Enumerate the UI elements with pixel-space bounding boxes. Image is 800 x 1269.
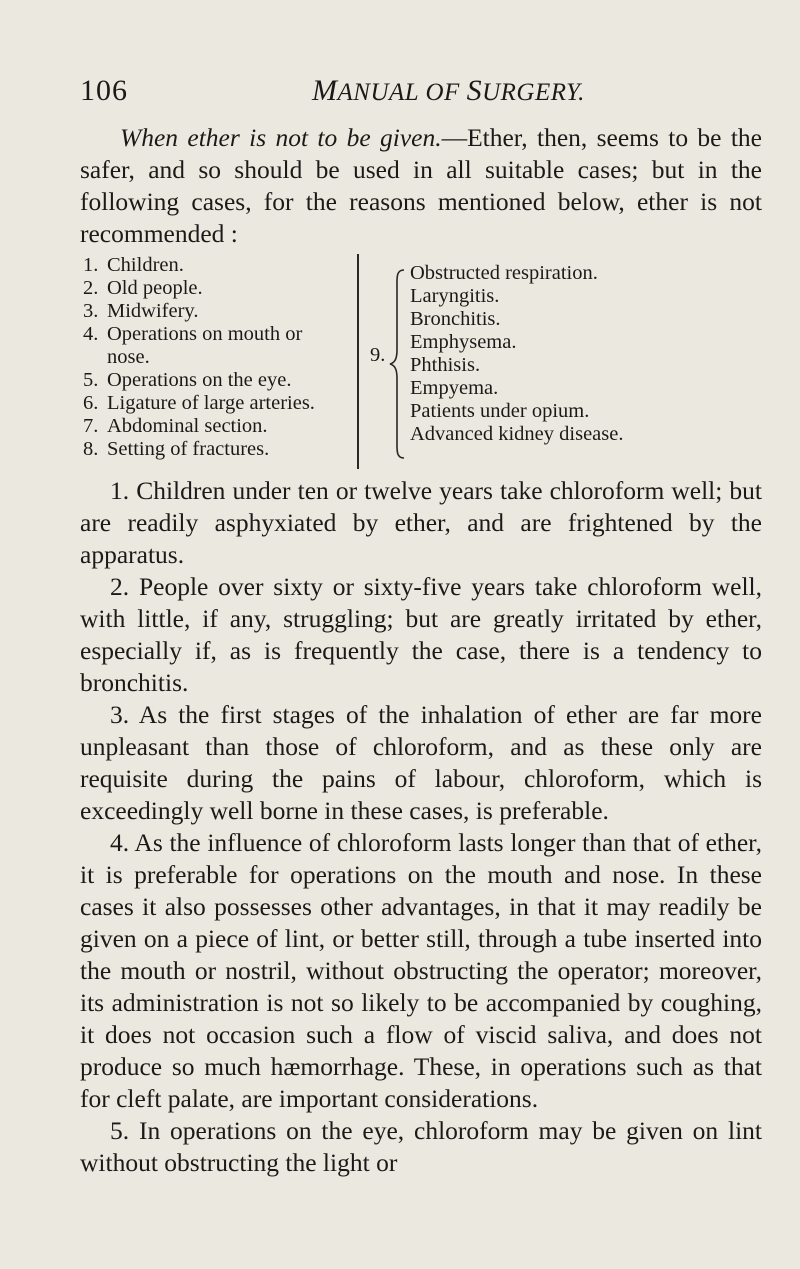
- list-item-number: 1.: [83, 254, 99, 276]
- intro-heading: When ether is not to be given.: [120, 123, 442, 152]
- list-item-text: Operations on the eye.: [107, 369, 292, 391]
- list-item: Laryngitis.: [410, 285, 500, 307]
- list-item-text: Old people.: [107, 277, 203, 299]
- list-item-number: 7.: [83, 415, 99, 437]
- list-item: Phthisis.: [410, 354, 481, 376]
- list-item-text: Abdominal section.: [107, 415, 268, 437]
- page-number: 106: [80, 74, 128, 107]
- list-item: [83, 415, 348, 438]
- group-number: 9.: [370, 344, 386, 366]
- list-item: [83, 438, 348, 461]
- list-item-number: 8.: [83, 438, 99, 460]
- list-item-text: Children.: [107, 254, 184, 276]
- page-header: [80, 74, 760, 114]
- list-item: [83, 323, 348, 369]
- paragraph: 1. Children under ten or twelve years take chloroform well; but are readily asphyxiated by ether, and are frightened by the apparatus.: [80, 476, 762, 569]
- paragraph: 4. As the influence of chloroform lasts longer than that of ether, it is preferable for operations on the mouth and nose. In these cases it also possesses other advantages, in that it may readily be given on a piece of lint, or better still, through a tube inserted into the mouth or nostril, without obstructing the operator; moreover, its administration is not so likely to be accompanied by coughing, it does not occasion such a flow of viscid saliva, and does not produce so much hæmorrhage. These, in operations such as that for cleft palate, are important considerations.: [80, 828, 762, 1113]
- list-item-text: Midwifery.: [107, 300, 199, 322]
- list-item: Bronchitis.: [410, 308, 501, 330]
- list-item: [83, 254, 348, 277]
- list-item: [83, 300, 348, 323]
- paragraph: 5. In operations on the eye, chloroform may be given on lint without obstructing the light or: [80, 1116, 762, 1177]
- list-item: Obstructed respiration.: [410, 262, 598, 284]
- paragraph: 3. As the first stages of the inhalation of ether are far more unpleasant than those of chloroform, and as these only are requisite during the pains of labour, chloroform, which is exceedingly well borne in these cases, is preferable.: [80, 700, 762, 825]
- title-part-2: URGERY.: [482, 79, 585, 106]
- title-initial-m: M: [312, 74, 338, 107]
- list-item-text: Ligature of large arteries.: [107, 392, 315, 414]
- body-text: [80, 475, 762, 1179]
- title-initial-s: S: [466, 74, 483, 107]
- list-item-text: Operations on mouth or nose.: [107, 323, 303, 368]
- list-item: Patients under opium.: [410, 400, 590, 422]
- list-item-number: 4.: [83, 323, 99, 345]
- intro-text: —Ether, then, seems to be the safer, and so should be used in all suitable cases; but in the following cases, for the reasons mentioned below, ether is not recommended :: [80, 123, 762, 248]
- list-item: [83, 369, 348, 392]
- contraindication-list-left: [83, 254, 348, 461]
- list-item: Empyema.: [410, 377, 499, 399]
- list-item-number: 6.: [83, 392, 99, 414]
- intro-paragraph: [80, 122, 762, 250]
- contraindication-list-right: [370, 262, 770, 472]
- list-item-text: Setting of fractures.: [107, 438, 270, 460]
- group-items: [410, 262, 623, 446]
- list-item-number: 2.: [83, 277, 99, 299]
- list-item-number: 3.: [83, 300, 99, 322]
- list-item: [83, 277, 348, 300]
- paragraph: 2. People over sixty or sixty-five years take chloroform well, with little, if any, struggling; but are greatly irritated by ether, especially if, as is frequently the case, there is a tendency to bronchitis.: [80, 572, 762, 697]
- list-item: Advanced kidney disease.: [410, 423, 624, 445]
- column-divider: [357, 254, 359, 469]
- left-brace-icon: [388, 268, 408, 460]
- list-item-number: 5.: [83, 369, 99, 391]
- title-part-1: ANUAL OF: [337, 79, 467, 106]
- running-title: [312, 74, 585, 108]
- list-item: [83, 392, 348, 415]
- list-item: Emphysema.: [410, 331, 517, 353]
